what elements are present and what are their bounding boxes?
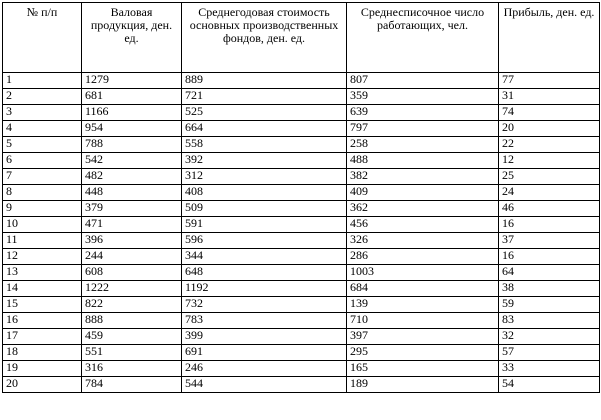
cell-profit: 33 xyxy=(499,361,600,377)
cell-row-number: 20 xyxy=(3,377,82,393)
header-employees: Среднесписочное число работающих, чел. xyxy=(347,3,499,73)
cell-fixed-assets: 399 xyxy=(182,329,347,345)
cell-row-number: 8 xyxy=(3,185,82,201)
cell-profit: 38 xyxy=(499,281,600,297)
cell-employees: 382 xyxy=(347,169,499,185)
cell-row-number: 5 xyxy=(3,137,82,153)
cell-fixed-assets: 1192 xyxy=(182,281,347,297)
cell-row-number: 3 xyxy=(3,105,82,121)
cell-employees: 409 xyxy=(347,185,499,201)
table-row xyxy=(3,377,600,393)
cell-gross-output: 784 xyxy=(82,377,182,393)
cell-profit: 57 xyxy=(499,345,600,361)
cell-fixed-assets: 312 xyxy=(182,169,347,185)
cell-employees: 189 xyxy=(347,377,499,393)
cell-profit: 59 xyxy=(499,297,600,313)
cell-gross-output: 788 xyxy=(82,137,182,153)
cell-employees: 797 xyxy=(347,121,499,137)
cell-row-number: 9 xyxy=(3,201,82,217)
cell-employees: 639 xyxy=(347,105,499,121)
cell-employees: 258 xyxy=(347,137,499,153)
cell-profit: 20 xyxy=(499,121,600,137)
cell-employees: 1003 xyxy=(347,265,499,281)
cell-row-number: 18 xyxy=(3,345,82,361)
cell-gross-output: 1279 xyxy=(82,73,182,89)
cell-row-number: 11 xyxy=(3,233,82,249)
table-row xyxy=(3,73,600,89)
cell-gross-output: 1166 xyxy=(82,105,182,121)
header-gross-output: Валовая продукция, ден. ед. xyxy=(82,3,182,73)
cell-profit: 31 xyxy=(499,89,600,105)
cell-employees: 456 xyxy=(347,217,499,233)
cell-gross-output: 608 xyxy=(82,265,182,281)
cell-row-number: 7 xyxy=(3,169,82,185)
cell-profit: 25 xyxy=(499,169,600,185)
header-fixed-assets: Среднегодовая стоимость основных производственных фондов, ден. ед. xyxy=(182,3,347,73)
cell-gross-output: 551 xyxy=(82,345,182,361)
cell-row-number: 16 xyxy=(3,313,82,329)
cell-fixed-assets: 392 xyxy=(182,153,347,169)
cell-employees: 139 xyxy=(347,297,499,313)
table-row xyxy=(3,217,600,233)
table-row xyxy=(3,329,600,345)
cell-profit: 83 xyxy=(499,313,600,329)
cell-gross-output: 448 xyxy=(82,185,182,201)
table-row xyxy=(3,313,600,329)
cell-fixed-assets: 889 xyxy=(182,73,347,89)
cell-employees: 397 xyxy=(347,329,499,345)
cell-profit: 37 xyxy=(499,233,600,249)
cell-profit: 54 xyxy=(499,377,600,393)
cell-profit: 46 xyxy=(499,201,600,217)
header-row-number: № п/п xyxy=(3,3,82,73)
cell-gross-output: 459 xyxy=(82,329,182,345)
table-row xyxy=(3,345,600,361)
cell-profit: 22 xyxy=(499,137,600,153)
table-row xyxy=(3,201,600,217)
cell-employees: 165 xyxy=(347,361,499,377)
cell-gross-output: 681 xyxy=(82,89,182,105)
cell-row-number: 12 xyxy=(3,249,82,265)
cell-gross-output: 379 xyxy=(82,201,182,217)
cell-profit: 12 xyxy=(499,153,600,169)
cell-row-number: 2 xyxy=(3,89,82,105)
cell-profit: 24 xyxy=(499,185,600,201)
cell-employees: 488 xyxy=(347,153,499,169)
cell-profit: 77 xyxy=(499,73,600,89)
table-header xyxy=(3,3,600,73)
table-row xyxy=(3,169,600,185)
table-row xyxy=(3,361,600,377)
table-row xyxy=(3,121,600,137)
table-row xyxy=(3,185,600,201)
cell-fixed-assets: 591 xyxy=(182,217,347,233)
table-row xyxy=(3,89,600,105)
table-row xyxy=(3,265,600,281)
cell-gross-output: 471 xyxy=(82,217,182,233)
table-row xyxy=(3,281,600,297)
cell-gross-output: 482 xyxy=(82,169,182,185)
cell-row-number: 19 xyxy=(3,361,82,377)
cell-gross-output: 542 xyxy=(82,153,182,169)
cell-fixed-assets: 558 xyxy=(182,137,347,153)
header-row xyxy=(3,3,600,73)
cell-fixed-assets: 408 xyxy=(182,185,347,201)
data-table xyxy=(2,2,600,393)
table-row xyxy=(3,105,600,121)
cell-row-number: 6 xyxy=(3,153,82,169)
cell-fixed-assets: 664 xyxy=(182,121,347,137)
cell-row-number: 4 xyxy=(3,121,82,137)
cell-gross-output: 396 xyxy=(82,233,182,249)
cell-fixed-assets: 691 xyxy=(182,345,347,361)
cell-fixed-assets: 648 xyxy=(182,265,347,281)
cell-employees: 295 xyxy=(347,345,499,361)
cell-employees: 359 xyxy=(347,89,499,105)
cell-fixed-assets: 596 xyxy=(182,233,347,249)
cell-fixed-assets: 732 xyxy=(182,297,347,313)
cell-row-number: 10 xyxy=(3,217,82,233)
cell-profit: 16 xyxy=(499,217,600,233)
cell-gross-output: 244 xyxy=(82,249,182,265)
cell-row-number: 13 xyxy=(3,265,82,281)
cell-gross-output: 1222 xyxy=(82,281,182,297)
cell-fixed-assets: 344 xyxy=(182,249,347,265)
cell-gross-output: 316 xyxy=(82,361,182,377)
cell-gross-output: 888 xyxy=(82,313,182,329)
table-row xyxy=(3,297,600,313)
cell-profit: 16 xyxy=(499,249,600,265)
table-row xyxy=(3,233,600,249)
cell-gross-output: 822 xyxy=(82,297,182,313)
cell-employees: 362 xyxy=(347,201,499,217)
cell-profit: 32 xyxy=(499,329,600,345)
table-body xyxy=(3,73,600,393)
cell-fixed-assets: 721 xyxy=(182,89,347,105)
cell-fixed-assets: 783 xyxy=(182,313,347,329)
cell-fixed-assets: 525 xyxy=(182,105,347,121)
cell-fixed-assets: 544 xyxy=(182,377,347,393)
header-profit: Прибыль, ден. ед. xyxy=(499,3,600,73)
table-row xyxy=(3,249,600,265)
cell-fixed-assets: 509 xyxy=(182,201,347,217)
table-row xyxy=(3,137,600,153)
cell-employees: 710 xyxy=(347,313,499,329)
cell-employees: 326 xyxy=(347,233,499,249)
table-row xyxy=(3,153,600,169)
cell-employees: 807 xyxy=(347,73,499,89)
cell-fixed-assets: 246 xyxy=(182,361,347,377)
cell-row-number: 17 xyxy=(3,329,82,345)
cell-employees: 684 xyxy=(347,281,499,297)
cell-profit: 64 xyxy=(499,265,600,281)
cell-row-number: 15 xyxy=(3,297,82,313)
cell-row-number: 1 xyxy=(3,73,82,89)
cell-gross-output: 954 xyxy=(82,121,182,137)
cell-employees: 286 xyxy=(347,249,499,265)
cell-row-number: 14 xyxy=(3,281,82,297)
cell-profit: 74 xyxy=(499,105,600,121)
